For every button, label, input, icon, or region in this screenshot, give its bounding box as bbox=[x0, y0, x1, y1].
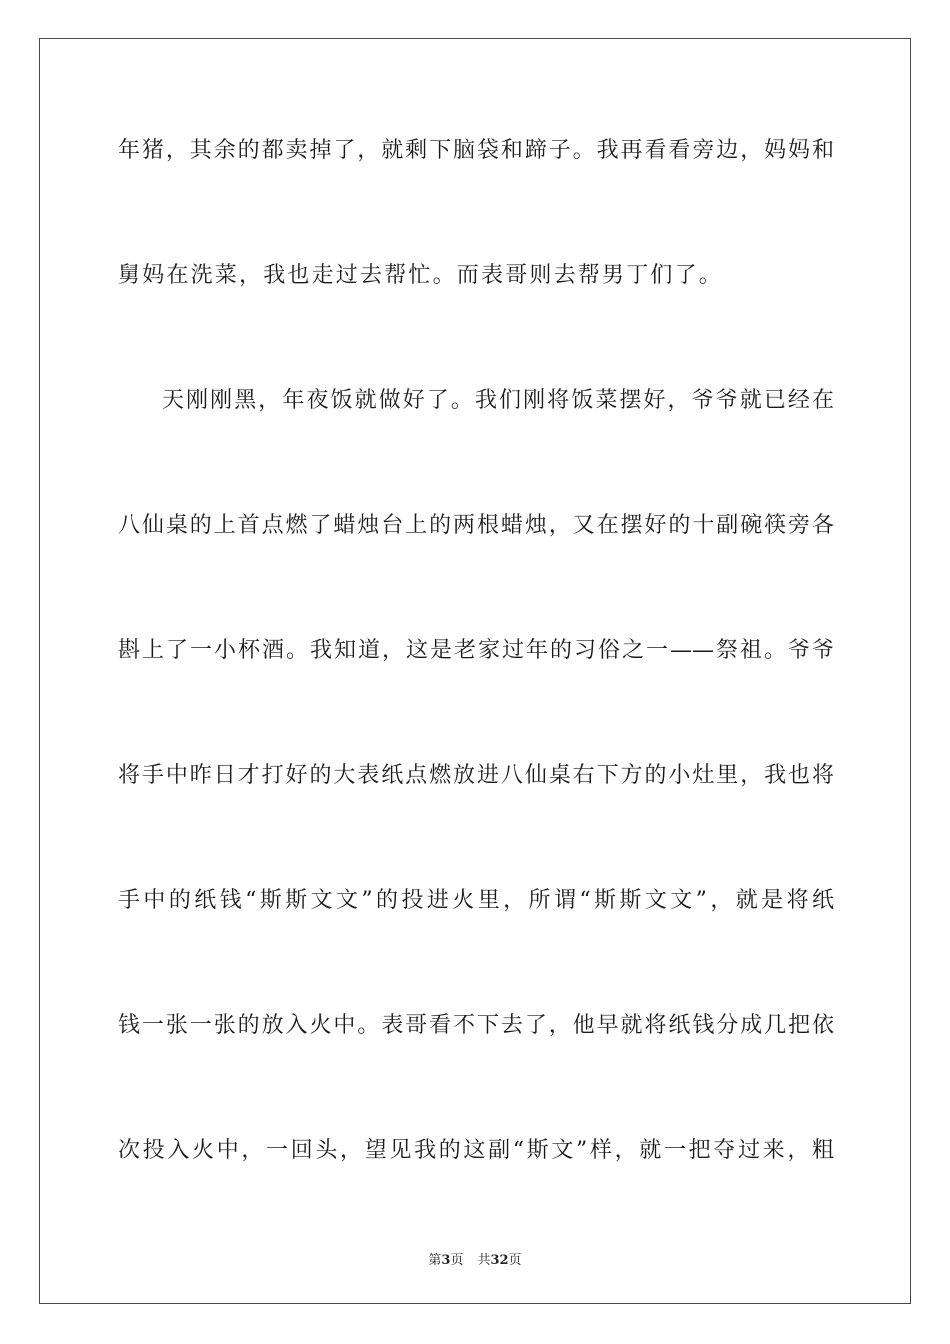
text-line-5: 斟上了一小杯酒。我知道，这是老家过年的习俗之一——祭祖。爷爷 bbox=[118, 638, 834, 663]
page-suffix: 页 bbox=[450, 1253, 464, 1268]
text-line-3: 天刚刚黑，年夜饭就做好了。我们刚将饭菜摆好，爷爷就已经在 bbox=[162, 388, 834, 413]
page-border bbox=[39, 38, 911, 1304]
page-number: 3 bbox=[441, 1253, 451, 1268]
text-line-9: 次投入火中，一回头，望见我的这副“斯文”样，就一把夺过来，粗 bbox=[118, 1138, 834, 1163]
text-line-1: 年猪，其余的都卖掉了，就剩下脑袋和蹄子。我再看看旁边，妈妈和 bbox=[118, 138, 834, 163]
page-footer bbox=[0, 1249, 950, 1268]
page-prefix: 第 bbox=[428, 1253, 442, 1268]
text-line-8: 钱一张一张的放入火中。表哥看不下去了，他早就将纸钱分成几把依 bbox=[118, 1013, 834, 1038]
total-pages: 32 bbox=[490, 1253, 509, 1268]
total-prefix: 共 bbox=[477, 1253, 491, 1268]
text-line-6: 将手中昨日才打好的大表纸点燃放进八仙桌右下方的小灶里，我也将 bbox=[118, 763, 834, 788]
text-line-2: 舅妈在洗菜，我也走过去帮忙。而表哥则去帮男丁们了。 bbox=[118, 263, 724, 288]
total-suffix: 页 bbox=[508, 1253, 522, 1268]
text-line-7: 手中的纸钱“斯斯文文”的投进火里，所谓“斯斯文文”，就是将纸 bbox=[118, 888, 834, 913]
text-line-4: 八仙桌的上首点燃了蜡烛台上的两根蜡烛，又在摆好的十副碗筷旁各 bbox=[118, 513, 834, 538]
